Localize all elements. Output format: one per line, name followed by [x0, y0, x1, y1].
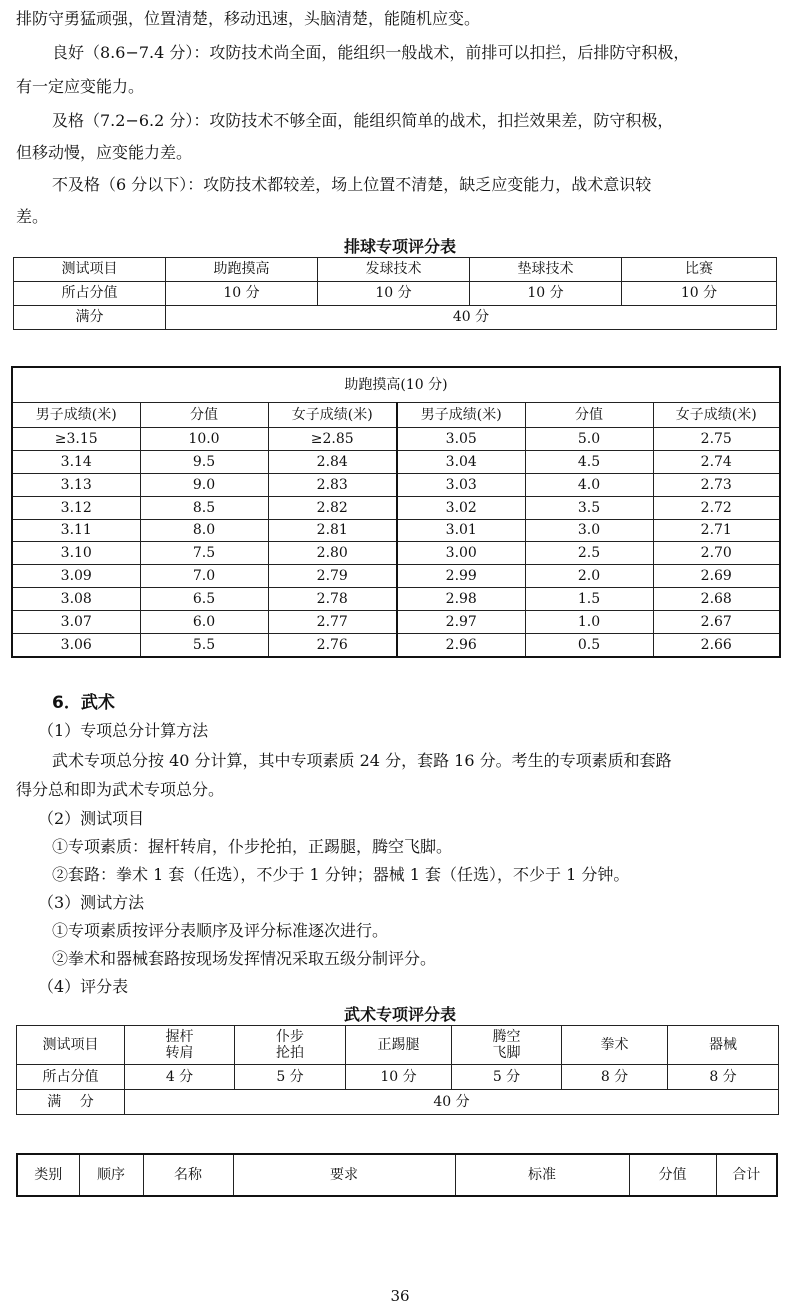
volleyball-table-title: 排球专项评分表: [343, 237, 456, 256]
table-cell: 9.5: [140, 450, 268, 473]
table-header-cell: 要求: [233, 1154, 455, 1196]
table-cell: 5.5: [140, 634, 268, 657]
table-cell: 2.75: [653, 428, 780, 451]
table-header-cell: 分值: [525, 403, 653, 428]
paragraph-line: 武术专项总分按 40 分计算，其中专项素质 24 分，套路 16 分。考生的专项素质和套路: [52, 751, 672, 770]
cell-line: 握杆: [165, 1028, 194, 1045]
table-cell: 3.03: [397, 473, 525, 496]
table-cell: 发球技术: [318, 258, 470, 282]
table-cell: 5.0: [525, 428, 653, 451]
table-cell: 3.02: [397, 496, 525, 519]
cell-line: 抡拍: [276, 1045, 304, 1061]
table-row: [12, 634, 780, 657]
table-cell: 8.0: [140, 519, 268, 542]
paragraph-line: （3）测试方法: [38, 893, 145, 912]
paragraph-line: 有一定应变能力。: [16, 77, 145, 96]
paragraph-line: 及格（7.2−6.2 分）：攻防技术不够全面，能组织简单的战术，扣拦效果差，防守积极，: [52, 111, 674, 130]
table-cell: 2.66: [653, 634, 780, 657]
table-header-cell: 女子成绩(米): [268, 403, 397, 428]
table-cell: 8 分: [668, 1065, 779, 1090]
table-row: [12, 565, 780, 588]
table-header-cell: 标准: [455, 1154, 629, 1196]
table-cell: 2.80: [268, 542, 397, 565]
table-cell: 3.11: [12, 519, 140, 542]
jump-table-title: 助跑摸高(10 分): [12, 367, 780, 403]
paragraph-line: ②拳术和器械套路按现场发挥情况采取五级分制评分。: [52, 949, 437, 968]
table-cell: [452, 1026, 562, 1065]
table-cell: 5 分: [235, 1065, 346, 1090]
table-cell: [125, 1026, 235, 1065]
table-row: [12, 403, 780, 428]
table-cell: 2.76: [268, 634, 397, 657]
table-cell: 2.68: [653, 588, 780, 611]
jump-score-table: [11, 366, 781, 658]
paragraph-line: ①专项素质：握杆转肩，仆步抡拍，正踢腿，腾空飞脚。: [52, 837, 453, 856]
table-cell: 3.05: [397, 428, 525, 451]
table-header-cell: 类别: [17, 1154, 79, 1196]
table-cell: 测试项目: [14, 258, 166, 282]
paragraph-line: 良好（8.6−7.4 分）：攻防技术尚全面，能组织一般战术，前排可以扣拦，后排防守积极，: [52, 43, 690, 62]
table-cell: 10.0: [140, 428, 268, 451]
table-cell: 正踢腿: [346, 1026, 452, 1065]
table-cell: 3.06: [12, 634, 140, 657]
paragraph-line: 得分总和即为武术专项总分。: [16, 780, 225, 799]
table-cell: 3.07: [12, 611, 140, 634]
table-cell: 0.5: [525, 634, 653, 657]
table-cell: 2.69: [653, 565, 780, 588]
table-row: [12, 496, 780, 519]
table-cell: 8 分: [562, 1065, 668, 1090]
table-cell: ≥2.85: [268, 428, 397, 451]
table-cell: 2.81: [268, 519, 397, 542]
table-header-cell: 名称: [143, 1154, 233, 1196]
table-row: [12, 611, 780, 634]
table-row: [12, 588, 780, 611]
table-cell: 1.5: [525, 588, 653, 611]
table-row: [12, 450, 780, 473]
table-cell: 40 分: [166, 306, 777, 330]
table-cell: 比赛: [622, 258, 777, 282]
table-cell: 10 分: [166, 282, 318, 306]
table-cell: 满 分: [17, 1090, 125, 1115]
table-cell: 所占分值: [14, 282, 166, 306]
table-row: [12, 519, 780, 542]
table-cell: 3.10: [12, 542, 140, 565]
paragraph-line: （2）测试项目: [38, 809, 145, 828]
table-cell: 4 分: [125, 1065, 235, 1090]
table-header-cell: 合计: [716, 1154, 777, 1196]
table-cell: 拳术: [562, 1026, 668, 1065]
table-cell: 3.00: [397, 542, 525, 565]
table-cell: 满分: [14, 306, 166, 330]
table-cell: 2.98: [397, 588, 525, 611]
table-row: [17, 1026, 779, 1065]
table-cell: 2.82: [268, 496, 397, 519]
table-cell: 2.84: [268, 450, 397, 473]
table-row: [17, 1065, 779, 1090]
table-cell: 2.67: [653, 611, 780, 634]
table-row: [17, 1154, 777, 1196]
paragraph-line: ②套路：拳术 1 套（任选），不少于 1 分钟；器械 1 套（任选），不少于 1 分钟。: [52, 865, 630, 884]
table-cell: 7.5: [140, 542, 268, 565]
table-cell: 8.5: [140, 496, 268, 519]
table-cell: 2.79: [268, 565, 397, 588]
paragraph-line: （1）专项总分计算方法: [38, 721, 209, 740]
table-row: [14, 258, 777, 282]
cell-line: 仆步: [276, 1028, 304, 1045]
table-row: [14, 282, 777, 306]
table-cell: 2.74: [653, 450, 780, 473]
table-row: [12, 428, 780, 451]
section-heading: 6．武术: [52, 693, 115, 713]
table-header-cell: 顺序: [79, 1154, 143, 1196]
table-row: [14, 306, 777, 330]
table-cell: 2.97: [397, 611, 525, 634]
wushu-score-table: [16, 1025, 779, 1115]
table-cell: 4.5: [525, 450, 653, 473]
table-header-cell: 男子成绩(米): [397, 403, 525, 428]
table-cell: 5 分: [452, 1065, 562, 1090]
paragraph-line: 但移动慢，应变能力差。: [16, 143, 193, 162]
table-cell: 2.5: [525, 542, 653, 565]
table-header-cell: 分值: [629, 1154, 716, 1196]
table-row: [17, 1090, 779, 1115]
table-cell: 3.01: [397, 519, 525, 542]
table-cell: 3.08: [12, 588, 140, 611]
table-cell: 测试项目: [17, 1026, 125, 1065]
table-cell: 6.5: [140, 588, 268, 611]
table-cell: 3.14: [12, 450, 140, 473]
table-cell: 2.96: [397, 634, 525, 657]
wushu-table-title: 武术专项评分表: [343, 1005, 456, 1024]
table-cell: 3.09: [12, 565, 140, 588]
table-cell: 9.0: [140, 473, 268, 496]
paragraph-line: ①专项素质按评分表顺序及评分标准逐次进行。: [52, 921, 389, 940]
cell-line: 飞脚: [492, 1045, 521, 1061]
cell-line: 腾空: [492, 1028, 521, 1045]
cell-line: 转肩: [165, 1045, 194, 1061]
table-cell: [235, 1026, 346, 1065]
paragraph-line: （4）评分表: [38, 977, 129, 996]
jump-table-body: [12, 428, 780, 657]
table-cell: 2.99: [397, 565, 525, 588]
table-cell: 3.13: [12, 473, 140, 496]
table-cell: 2.73: [653, 473, 780, 496]
volleyball-score-table: [13, 257, 777, 330]
table-cell: 7.0: [140, 565, 268, 588]
table-header-cell: 女子成绩(米): [653, 403, 780, 428]
table-cell: 3.0: [525, 519, 653, 542]
table-cell: 所占分值: [17, 1065, 125, 1090]
table-cell: 10 分: [318, 282, 470, 306]
paragraph-line: 排防守勇猛顽强，位置清楚，移动迅速，头脑清楚，能随机应变。: [16, 9, 481, 28]
table-cell: 2.77: [268, 611, 397, 634]
table-cell: 2.0: [525, 565, 653, 588]
table-cell: 4.0: [525, 473, 653, 496]
table-cell: 10 分: [470, 282, 622, 306]
table-cell: 10 分: [346, 1065, 452, 1090]
table-cell: 2.72: [653, 496, 780, 519]
table-cell: 3.12: [12, 496, 140, 519]
table-cell: 1.0: [525, 611, 653, 634]
paragraph-line: 差。: [16, 207, 49, 226]
table-cell: 2.71: [653, 519, 780, 542]
table-cell: 40 分: [125, 1090, 779, 1115]
table-row: [12, 542, 780, 565]
table-header-cell: 男子成绩(米): [12, 403, 140, 428]
table-row: [12, 473, 780, 496]
table-cell: 3.5: [525, 496, 653, 519]
table-cell: ≥3.15: [12, 428, 140, 451]
category-table: [16, 1153, 778, 1197]
table-cell: 2.83: [268, 473, 397, 496]
table-cell: 垫球技术: [470, 258, 622, 282]
table-cell: 10 分: [622, 282, 777, 306]
table-cell: 2.78: [268, 588, 397, 611]
table-cell: 3.04: [397, 450, 525, 473]
page-number: 36: [390, 1287, 410, 1305]
table-row: [12, 367, 780, 403]
table-cell: 6.0: [140, 611, 268, 634]
paragraph-line: 不及格（6 分以下）：攻防技术都较差，场上位置不清楚，缺乏应变能力，战术意识较: [52, 175, 652, 194]
table-cell: 2.70: [653, 542, 780, 565]
table-cell: 助跑摸高: [166, 258, 318, 282]
table-cell: 器械: [668, 1026, 779, 1065]
table-header-cell: 分值: [140, 403, 268, 428]
